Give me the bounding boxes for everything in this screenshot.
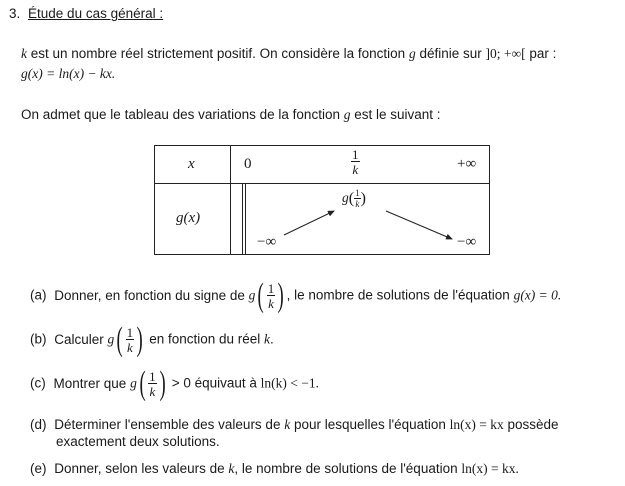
g-peak-prefix: g	[342, 190, 349, 206]
right-limit: −∞	[457, 234, 477, 250]
question-d-line-2: exactement deux solutions.	[56, 434, 220, 449]
frac-den: k	[268, 296, 274, 311]
question-d	[30, 417, 559, 433]
question-label: (e)	[30, 461, 47, 476]
admission-text: On admet que le tableau des variations de la fonction	[21, 107, 344, 122]
variation-table	[154, 145, 490, 255]
g-peak-num: 1	[355, 188, 360, 198]
question-text-2: , le nombre de solutions de l'équation	[234, 461, 462, 476]
equation: g(x) = 0.	[513, 287, 562, 303]
admission-text-2: est le suivant :	[350, 107, 441, 122]
question-b: (b) Calculer g( $\frac{1}{k}$ ) en fonction du réel k.	[30, 321, 274, 358]
equation: ln(x) = kx.	[461, 461, 519, 476]
x-mid-num: 1	[352, 147, 359, 162]
question-end: .	[270, 331, 274, 347]
var-g: g	[107, 331, 115, 347]
var-k: k	[21, 46, 27, 61]
frac-den: k	[149, 384, 156, 399]
var-g: g	[408, 46, 416, 61]
intro-text-2: définie sur	[415, 46, 486, 61]
intro-line-1	[21, 46, 556, 62]
section-number: 3.	[9, 6, 21, 21]
question-text: Montrer que	[53, 375, 131, 391]
x-end: +∞	[457, 156, 477, 172]
g-peak: g( $\frac{1}{k}$ )	[342, 188, 366, 209]
section-title: Étude du cas général :	[28, 6, 164, 21]
var-k: k	[284, 417, 291, 432]
row-label: g(x)	[176, 210, 201, 226]
question-text-2: , le nombre de solutions de l'équation	[286, 287, 514, 303]
equation: ln(k) < −1.	[260, 375, 320, 391]
var-k: k	[264, 331, 271, 347]
frac-den: k	[126, 340, 133, 355]
increasing-arrow	[284, 211, 334, 235]
g-peak-den: k	[355, 199, 360, 209]
var-g: g	[248, 287, 256, 303]
decreasing-arrow	[386, 211, 452, 239]
question-text-2: pour lesquelles l'équation	[290, 417, 450, 432]
question-text: Donner, selon les valeurs de	[54, 461, 229, 476]
intro-text: est un nombre réel strictement positif. On considère la fonction	[27, 46, 409, 61]
question-text-2: > 0 équivaut à	[167, 375, 261, 391]
question-label: (d)	[30, 417, 47, 432]
question-label: (b)	[30, 331, 47, 347]
frac-num: 1	[149, 369, 156, 384]
section-heading	[9, 6, 163, 21]
question-text: Calculer	[54, 331, 108, 347]
var-k: k	[228, 461, 235, 476]
question-text-3: possède	[503, 417, 559, 432]
var-g: g	[130, 375, 137, 391]
var-g: g	[343, 107, 351, 122]
intro-par: par :	[525, 46, 557, 61]
variation-arrows	[154, 145, 490, 255]
question-text-2: en fonction du réel	[145, 331, 265, 347]
question-label: (a)	[30, 287, 47, 303]
x-label: x	[188, 156, 195, 172]
left-limit: −∞	[257, 234, 277, 250]
question-e	[30, 461, 519, 477]
x-mid-den: k	[352, 162, 359, 177]
question-c: (c) Montrer que g( $\frac{1}{k}$ ) > 0 équivaut à ln(k) < −1.	[30, 365, 320, 402]
question-label: (c)	[30, 375, 46, 391]
frac-num: 1	[267, 281, 275, 296]
question-text: Déterminer l'ensemble des valeurs de	[54, 417, 285, 432]
frac-num: 1	[126, 325, 134, 340]
equation: ln(x) = kx	[449, 417, 504, 432]
question-a: (a) Donner, en fonction du signe de g( $\frac{1}{k}$ ) , le nombre de solutions de l'équation g(x) = 0.	[30, 277, 562, 314]
admission-line	[21, 107, 441, 123]
question-text: Donner, en fonction du signe de	[54, 287, 249, 303]
intro-formula: g(x) = ln(x) − kx.	[21, 66, 116, 81]
interval: ]0; +∞[	[485, 46, 526, 61]
x-start: 0	[244, 156, 252, 172]
